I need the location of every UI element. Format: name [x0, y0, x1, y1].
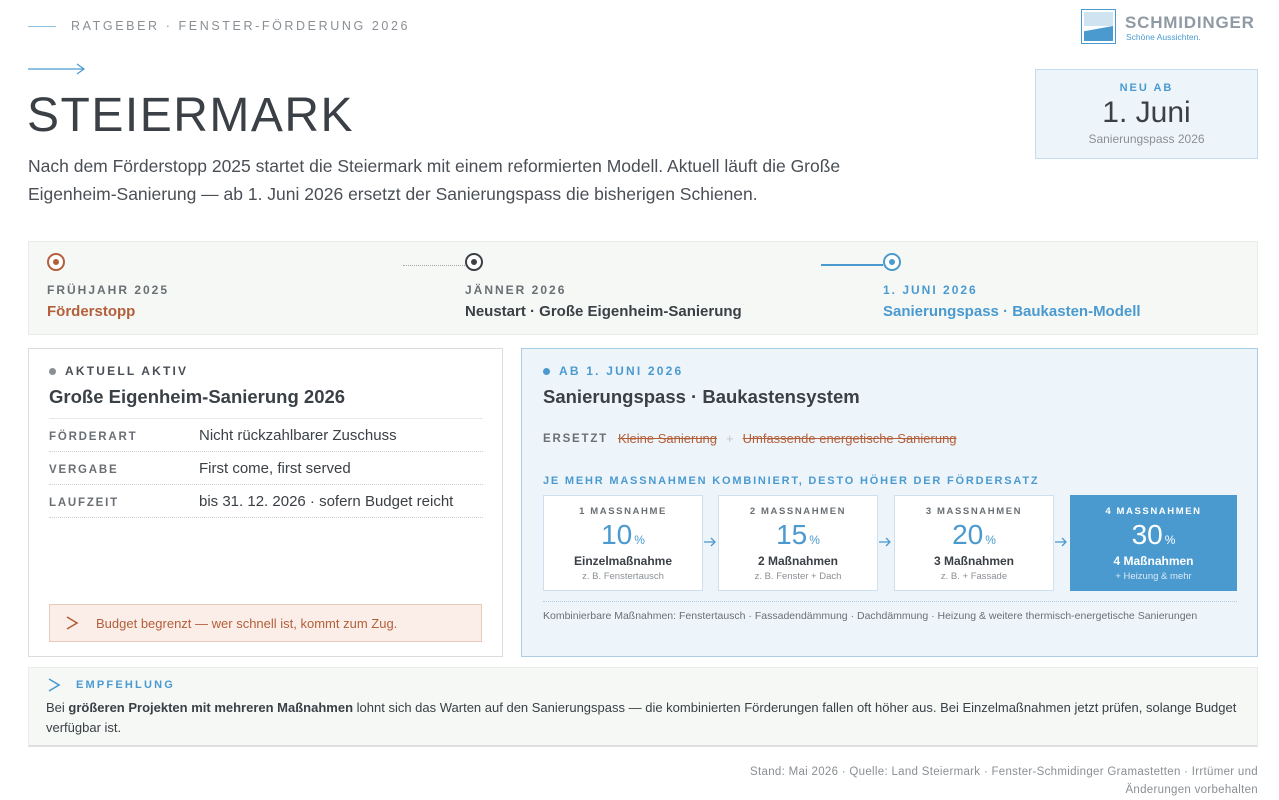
timeline-period: FRÜHJAHR 2025 — [47, 283, 170, 297]
recommendation-box — [28, 667, 1258, 747]
recommendation-text-bold: größeren Projekten mit mehreren Maßnahmen — [68, 700, 354, 715]
timeline-step-pass — [883, 253, 1141, 320]
footer-note: Stand: Mai 2026 · Quelle: Land Steiermark · Fenster-Schmidinger Gramastetten · Irrtümer und Änderungen vorbehalten — [750, 766, 1258, 796]
tier-card — [718, 495, 878, 591]
bullet-icon — [49, 368, 56, 375]
timeline-period: 1. JUNI 2026 — [883, 283, 978, 297]
tier-example: z. B. + Fassade — [940, 571, 1008, 582]
timeline-step-stop — [47, 253, 169, 320]
panel-title: Sanierungspass · Baukastensystem — [543, 386, 860, 407]
detail-value: Nicht rückzahlbarer Zuschuss — [199, 426, 397, 444]
tier-rate — [1071, 519, 1236, 551]
tier-unit: % — [809, 533, 820, 547]
details-list — [49, 418, 483, 518]
tier-label: 2 MASSNAHMEN — [749, 506, 847, 517]
replaces-row — [543, 431, 957, 446]
tier-card — [543, 495, 703, 591]
tier-name: Einzelmaßnahme — [573, 554, 673, 568]
tier-unit: % — [1164, 533, 1176, 547]
company-logo[interactable] — [1081, 9, 1261, 45]
tier-rate — [544, 519, 702, 551]
logo-tagline: Schöne Aussichten. — [1126, 32, 1201, 42]
tier-example: z. B. Fenstertausch — [582, 571, 664, 582]
tier-percent: 10 — [601, 519, 633, 550]
tier-card-highlighted — [1070, 495, 1237, 591]
detail-value: First come, first served — [199, 459, 351, 477]
status-badge — [49, 364, 188, 378]
target-dot-icon — [47, 253, 65, 271]
page-title: STEIERMARK — [27, 89, 355, 142]
panel-title: Große Eigenheim-Sanierung 2026 — [49, 386, 346, 407]
tier-name: 3 Maßnahmen — [933, 554, 1014, 568]
detail-value: bis 31. 12. 2026 · sofern Budget reicht — [199, 492, 454, 510]
window-logo-icon — [1081, 9, 1116, 44]
intro-text: Nach dem Förderstopp 2025 startet die Steiermark mit einem reformierten Modell. Aktuell läuft die Große Eigenheim-Sanierung — ab 1. Juni 2026 ersetzt der Sanierungspass die bisherigen Schienen. — [28, 156, 841, 204]
tier-label: 1 MASSNAHME — [579, 506, 667, 517]
tier-example: + Heizung & mehr — [1115, 571, 1192, 582]
detail-key: VERGABE — [49, 463, 119, 476]
tier-card — [894, 495, 1054, 591]
replaces-label: ERSETZT — [543, 432, 608, 445]
status-label: AKTUELL AKTIV — [65, 364, 189, 378]
new-from-label: NEU AB — [1119, 82, 1174, 94]
budget-notice — [49, 604, 482, 642]
divider — [543, 601, 1237, 602]
tier-percent: 20 — [952, 519, 984, 550]
tier-label: 4 MASSNAHMEN — [1105, 506, 1202, 517]
budget-notice-text: Budget begrenzt — wer schnell ist, kommt zum Zug. — [96, 615, 398, 631]
new-from-badge — [1035, 69, 1258, 159]
replaced-program: Umfassende energetische Sanierung — [742, 431, 957, 446]
detail-key: FÖRDERART — [49, 430, 138, 443]
tier-rate — [719, 519, 877, 551]
bullet-icon — [543, 368, 550, 375]
arrow-right-icon — [28, 62, 88, 76]
timeline-connector — [403, 265, 465, 266]
tier-label: 3 MASSNAHMEN — [925, 506, 1023, 517]
recommendation-text-post: lohnt sich das Warten auf den Sanierungspass — die kombinierten Förderungen fallen oft höher aus. Bei Einzelmaßnahmen jetzt prüfen, solange Budget verfügbar ist. — [46, 700, 1237, 735]
timeline-event: Sanierungspass · Baukasten-Modell — [883, 303, 1141, 320]
tier-percent: 30 — [1131, 519, 1163, 550]
chevron-right-icon — [63, 614, 81, 632]
recommendation-label: EMPFEHLUNG — [76, 679, 175, 691]
timeline-event: Förderstopp — [47, 303, 136, 320]
detail-row — [49, 452, 483, 485]
tier-percent: 15 — [776, 519, 808, 550]
timeline — [28, 241, 1258, 335]
tier-name: 2 Maßnahmen — [757, 554, 838, 568]
timeline-step-restart — [465, 253, 742, 320]
tier-example: z. B. Fenster + Dach — [754, 571, 842, 582]
arrow-right-icon — [878, 535, 892, 549]
recommendation-text-pre: Bei — [46, 700, 69, 715]
detail-row — [49, 419, 483, 452]
combinable-measures: Kombinierbare Maßnahmen: Fenstertausch · Fassadendämmung · Dachdämmung · Heizung & weitere thermisch-energetische Sanierungen — [543, 610, 1198, 622]
tier-unit: % — [985, 533, 996, 547]
recommendation-text — [46, 698, 1246, 738]
kicker: RATGEBER · FENSTER-FÖRDERUNG 2026 — [71, 19, 411, 33]
timeline-period: JÄNNER 2026 — [465, 283, 567, 297]
combo-heading: JE MEHR MASSNAHMEN KOMBINIERT, DESTO HÖHER DER FÖRDERSATZ — [543, 475, 1040, 487]
chevron-right-icon — [46, 677, 62, 693]
tier-rate — [895, 519, 1053, 551]
funding-tiers — [543, 495, 1237, 591]
detail-key: LAUFZEIT — [49, 496, 119, 509]
recommendation-header — [46, 677, 175, 693]
future-program-panel — [521, 348, 1258, 657]
tier-name: 4 Maßnahmen — [1113, 554, 1194, 568]
header-rule — [28, 26, 56, 27]
target-dot-icon — [883, 253, 901, 271]
new-from-subtitle: Sanierungspass 2026 — [1088, 132, 1205, 146]
current-program-panel — [28, 348, 503, 657]
new-from-date: 1. Juni — [1102, 96, 1191, 129]
status-badge — [543, 364, 683, 378]
plus-sign: + — [726, 431, 734, 446]
detail-row — [49, 485, 483, 518]
timeline-event: Neustart · Große Eigenheim-Sanierung — [465, 303, 742, 320]
arrow-right-icon — [1054, 535, 1068, 549]
logo-name: SCHMIDINGER — [1125, 13, 1255, 32]
status-label: AB 1. JUNI 2026 — [559, 364, 684, 378]
tier-unit: % — [634, 533, 645, 547]
target-dot-icon — [465, 253, 483, 271]
arrow-right-icon — [703, 535, 717, 549]
timeline-connector — [821, 264, 883, 266]
replaced-program: Kleine Sanierung — [618, 431, 718, 446]
